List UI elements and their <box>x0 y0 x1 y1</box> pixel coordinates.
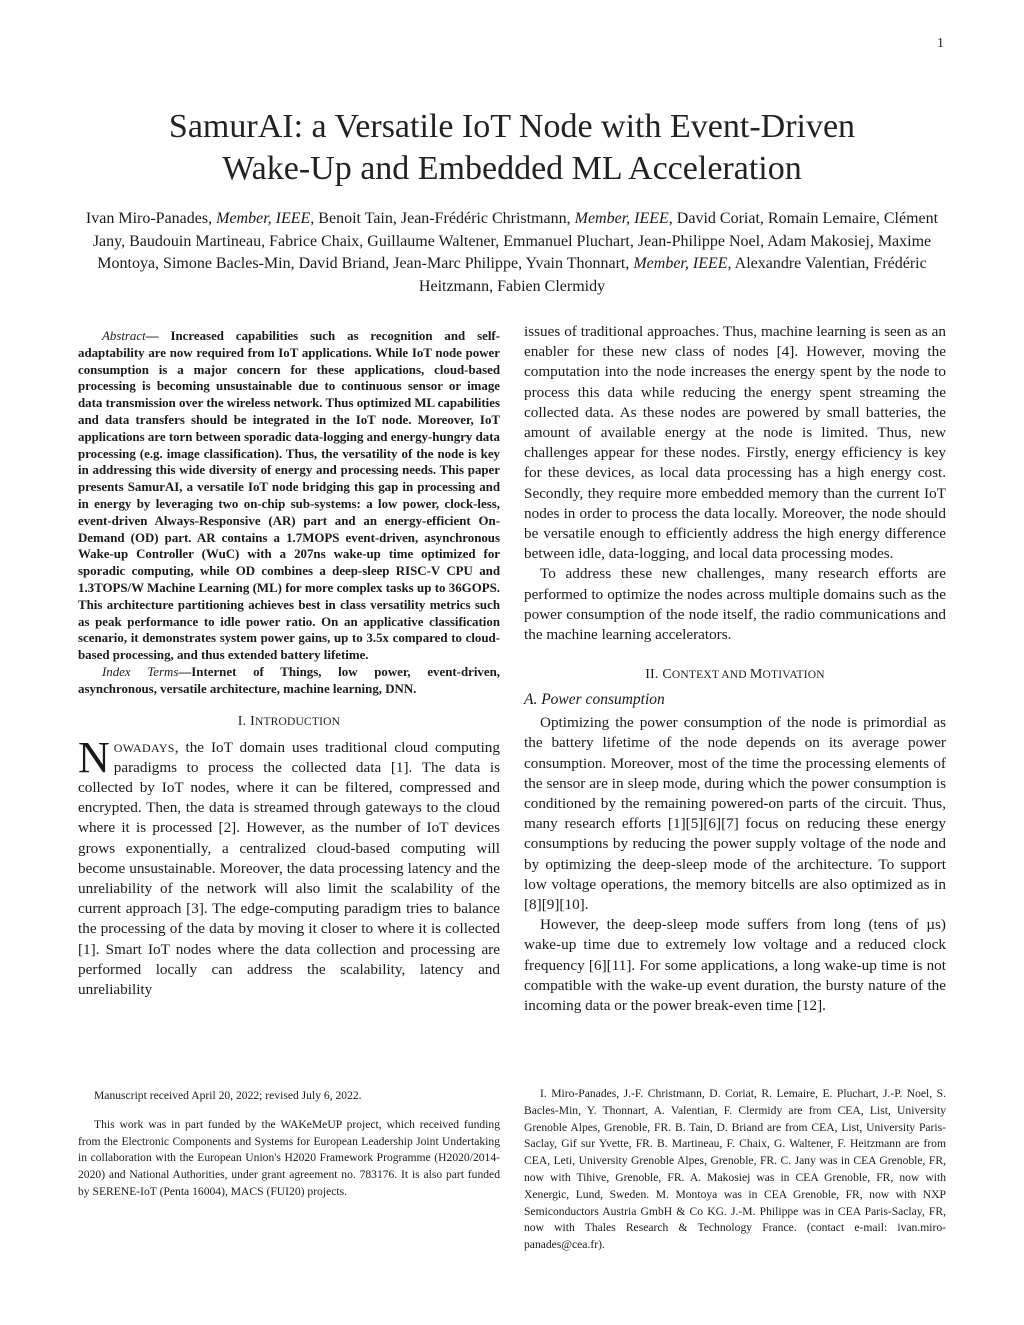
paragraph-challenges: To address these new challenges, many research efforts are performed to optimize the nodes across multiple domains such as the power consumption of the node itself, the radio communications and the machine learning accelerators. <box>524 565 946 644</box>
section-title-part: ONTEXT AND <box>671 669 750 682</box>
section-heading-introduction <box>78 714 500 730</box>
footnotes-right <box>524 1086 946 1254</box>
intro-text: , the IoT domain uses traditional cloud computing paradigms to process the collected data [1]. The data is collected by IoT nodes, where it can be filtered, compressed and encrypted. Then, the data is streamed through gateways to the cloud where it is processed [2]. However, as the number of IoT devices grows exponentially, a centralized cloud-based computing will become unsustainable. Moreover, the data processing latency and the unreliability of the network will also limit the scalability of the current approach [3]. The edge-computing paradigm tries to balance the processing of the data by moving it closer to where it is collected [1]. Smart IoT nodes where the data collection and processing are performed locally can address the scalability, latency and unreliability <box>78 738 500 998</box>
authors-part-1: Ivan Miro-Panades, <box>85 210 217 227</box>
abstract-text: — Increased capabilities such as recognition and self-adaptability are now required from IoT applications. While IoT node power consumption is a major concern for these applications, cloud-based processing is becoming unsustainable due to continuous sensor or image data transmission over the wireless network. Thus optimized ML capabilities and data transfers should be integrated in the IoT node. Moreover, IoT applications are torn between sporadic data-logging and energy-hungry data processing (e.g. image classification). Thus, the versatility of the node is key in addressing this wide diversity of energy and processing needs. This paper presents SamurAI, a versatile IoT node bridging this gap in processing and in energy by leveraging two on-chip sub-systems: a low power, clock-less, event-driven Always-Responsive (AR) part and an energy-efficient On-Demand (OD) part. AR contains a 1.7MOPS event-driven, asynchronous Wake-up Controller (WuC) with a 207ns wake-up time optimized for sporadic computing, while OD combines a deep-sleep RISC-V CPU and 1.3TOPS/W Machine Learning (ML) for more complex tasks up to 36GOPS. This architecture partitioning achieves best in class versatility metrics such as peak performance to idle power ratio. On an applicative classification scenario, it demonstrates system power gains, up to 3.5x compared to cloud-based processing, and thus extended battery lifetime. <box>78 329 500 663</box>
section-heading-context <box>524 667 946 683</box>
paragraph-deep-sleep: However, the deep-sleep mode suffers from long (tens of µs) wake-up time due to extremely low voltage and a reduced clock frequency [6][11]. For some applications, a long wake-up time is not compatible with the wake-up event duration, the bursty nature of the incoming data or the power break-even time [12]. <box>524 916 946 1015</box>
title-line-2: Wake-Up and Embedded ML Acceleration <box>222 150 802 187</box>
index-terms-label: Index Terms <box>102 664 179 679</box>
intro-paragraph <box>78 732 500 1001</box>
section-numeral: II. <box>645 667 663 683</box>
abstract <box>78 328 500 664</box>
section-numeral: I. <box>237 713 251 729</box>
left-column <box>78 320 500 1000</box>
index-terms-text: —Internet of Things, low power, event-driven, asynchronous, versatile architecture, machine learning, DNN. <box>78 664 500 696</box>
drop-cap: N <box>78 732 110 782</box>
index-terms <box>78 664 500 698</box>
title-line-1: SamurAI: a Versatile IoT Node with Event-Driven <box>168 108 856 145</box>
section-initial: I <box>250 713 255 729</box>
author-list <box>80 208 944 298</box>
footnote-manuscript: Manuscript received April 20, 2022; revised July 6, 2022. <box>94 1089 362 1102</box>
paper-title <box>0 106 1024 190</box>
section-title-rest: NTRODUCTION <box>254 715 341 728</box>
footnote-funding: This work was in part funded by the WAKeMeUP project, which received funding from the Electronic Components and Systems for European Leadership Joint Undertaking in collaboration with the European Union's H2020 Framework Programme (H2020/2014-2020) and National Authorities, under grant agreement no. 783176. It is also part funded by SERENE-IoT (Penta 16004), MACS (FUI20) projects. <box>78 1117 500 1198</box>
membership-2: Member, IEEE <box>574 210 669 227</box>
first-word: OWADAYS <box>113 740 175 755</box>
abstract-label: Abstract <box>102 329 146 343</box>
authors-part-4: , Alexandre Valentian, Frédéric Heitzmann, Fabien Clermidy <box>418 255 927 295</box>
footnote-affiliations: I. Miro-Panades, J.-F. Christmann, D. Coriat, R. Lemaire, E. Pluchart, J.-P. Noel, S. Bacles-Min, Y. Thonnart, A. Valentian, F. Clermidy are from CEA, List, University Grenoble Alpes, Grenoble, FR. B. Tain, D. Briand are from CEA, List, University Paris-Saclay, Gif sur Yvette, FR. B. Martineau, F. Chaix, G. Waltener, F. Heitzmann are from CEA, Leti, University Grenoble Alpes, Grenoble, FR. C. Jany was in CEA Grenoble, FR, now with Tihive, Grenoble, FR. A. Makosiej was in CEA Grenoble, FR, now with Xenergic, Lund, Sweden. M. Montoya was in CEA Grenoble, FR, now with NXP Semiconductors Austria GmbH & Co KG. J.-M. Philippe was in CEA Paris-Saclay, FR, now with Thales Research & Technology France. (contact e-mail: ivan.miro-panades@cea.fr). <box>524 1087 946 1252</box>
section-title-part-2: OTIVATION <box>762 669 825 682</box>
paragraph-continued: issues of traditional approaches. Thus, machine learning is seen as an enabler for these new class of nodes [4]. However, moving the computation into the node increases the energy spent by the node to process this data while reducing the energy spent streaming the collected data. As these nodes are powered by small batteries, the amount of available energy at the node is limited. Thus, new challenges appear for these nodes. Firstly, energy efficiency is key for these devices, as local data processing has a high energy cost. Secondly, they require more embedded memory than the current IoT nodes in order to process the data locally. Moreover, the node should be versatile enough to efficiently address the high energy difference between idle, data-logging, and local data processing modes. <box>524 323 946 563</box>
section-initial-c: C <box>662 667 672 683</box>
authors-part-3: , David Coriat, Romain Lemaire, Clément Jany, Baudouin Martineau, Fabrice Chaix, Guillaume Waltener, Emmanuel Pluchart, Jean-Philippe Noel, Adam Makosiej, Maxime Montoya, Simone Bacles-Min, David Briand, Jean-Marc Philippe, Yvain Thonnart, <box>92 210 939 272</box>
page-number: 1 <box>937 36 944 51</box>
right-column <box>524 322 946 1016</box>
footnotes-left <box>78 1088 500 1201</box>
paragraph-power: Optimizing the power consumption of the node is primordial as the battery lifetime of the node depends on its average power consumption. Moreover, most of the time the processing elements of the sensor are in sleep mode, during which the power consumption is conditioned by the remaining powered-on parts of the circuit. Thus, many research efforts [1][5][6][7] focus on reducing these energy consumptions by reducing the power supply voltage of the node and by optimizing the deep-sleep mode of the architecture. To support low voltage operations, the memory bitcells are also optimized as in [8][9][10]. <box>524 714 946 914</box>
membership-3: Member, IEEE <box>633 255 728 272</box>
membership-1: Member, IEEE <box>216 210 311 227</box>
subsection-heading-power: A. Power consumption <box>524 691 665 709</box>
section-initial-m: M <box>749 667 763 683</box>
authors-part-2: , Benoit Tain, Jean-Frédéric Christmann, <box>310 210 575 227</box>
